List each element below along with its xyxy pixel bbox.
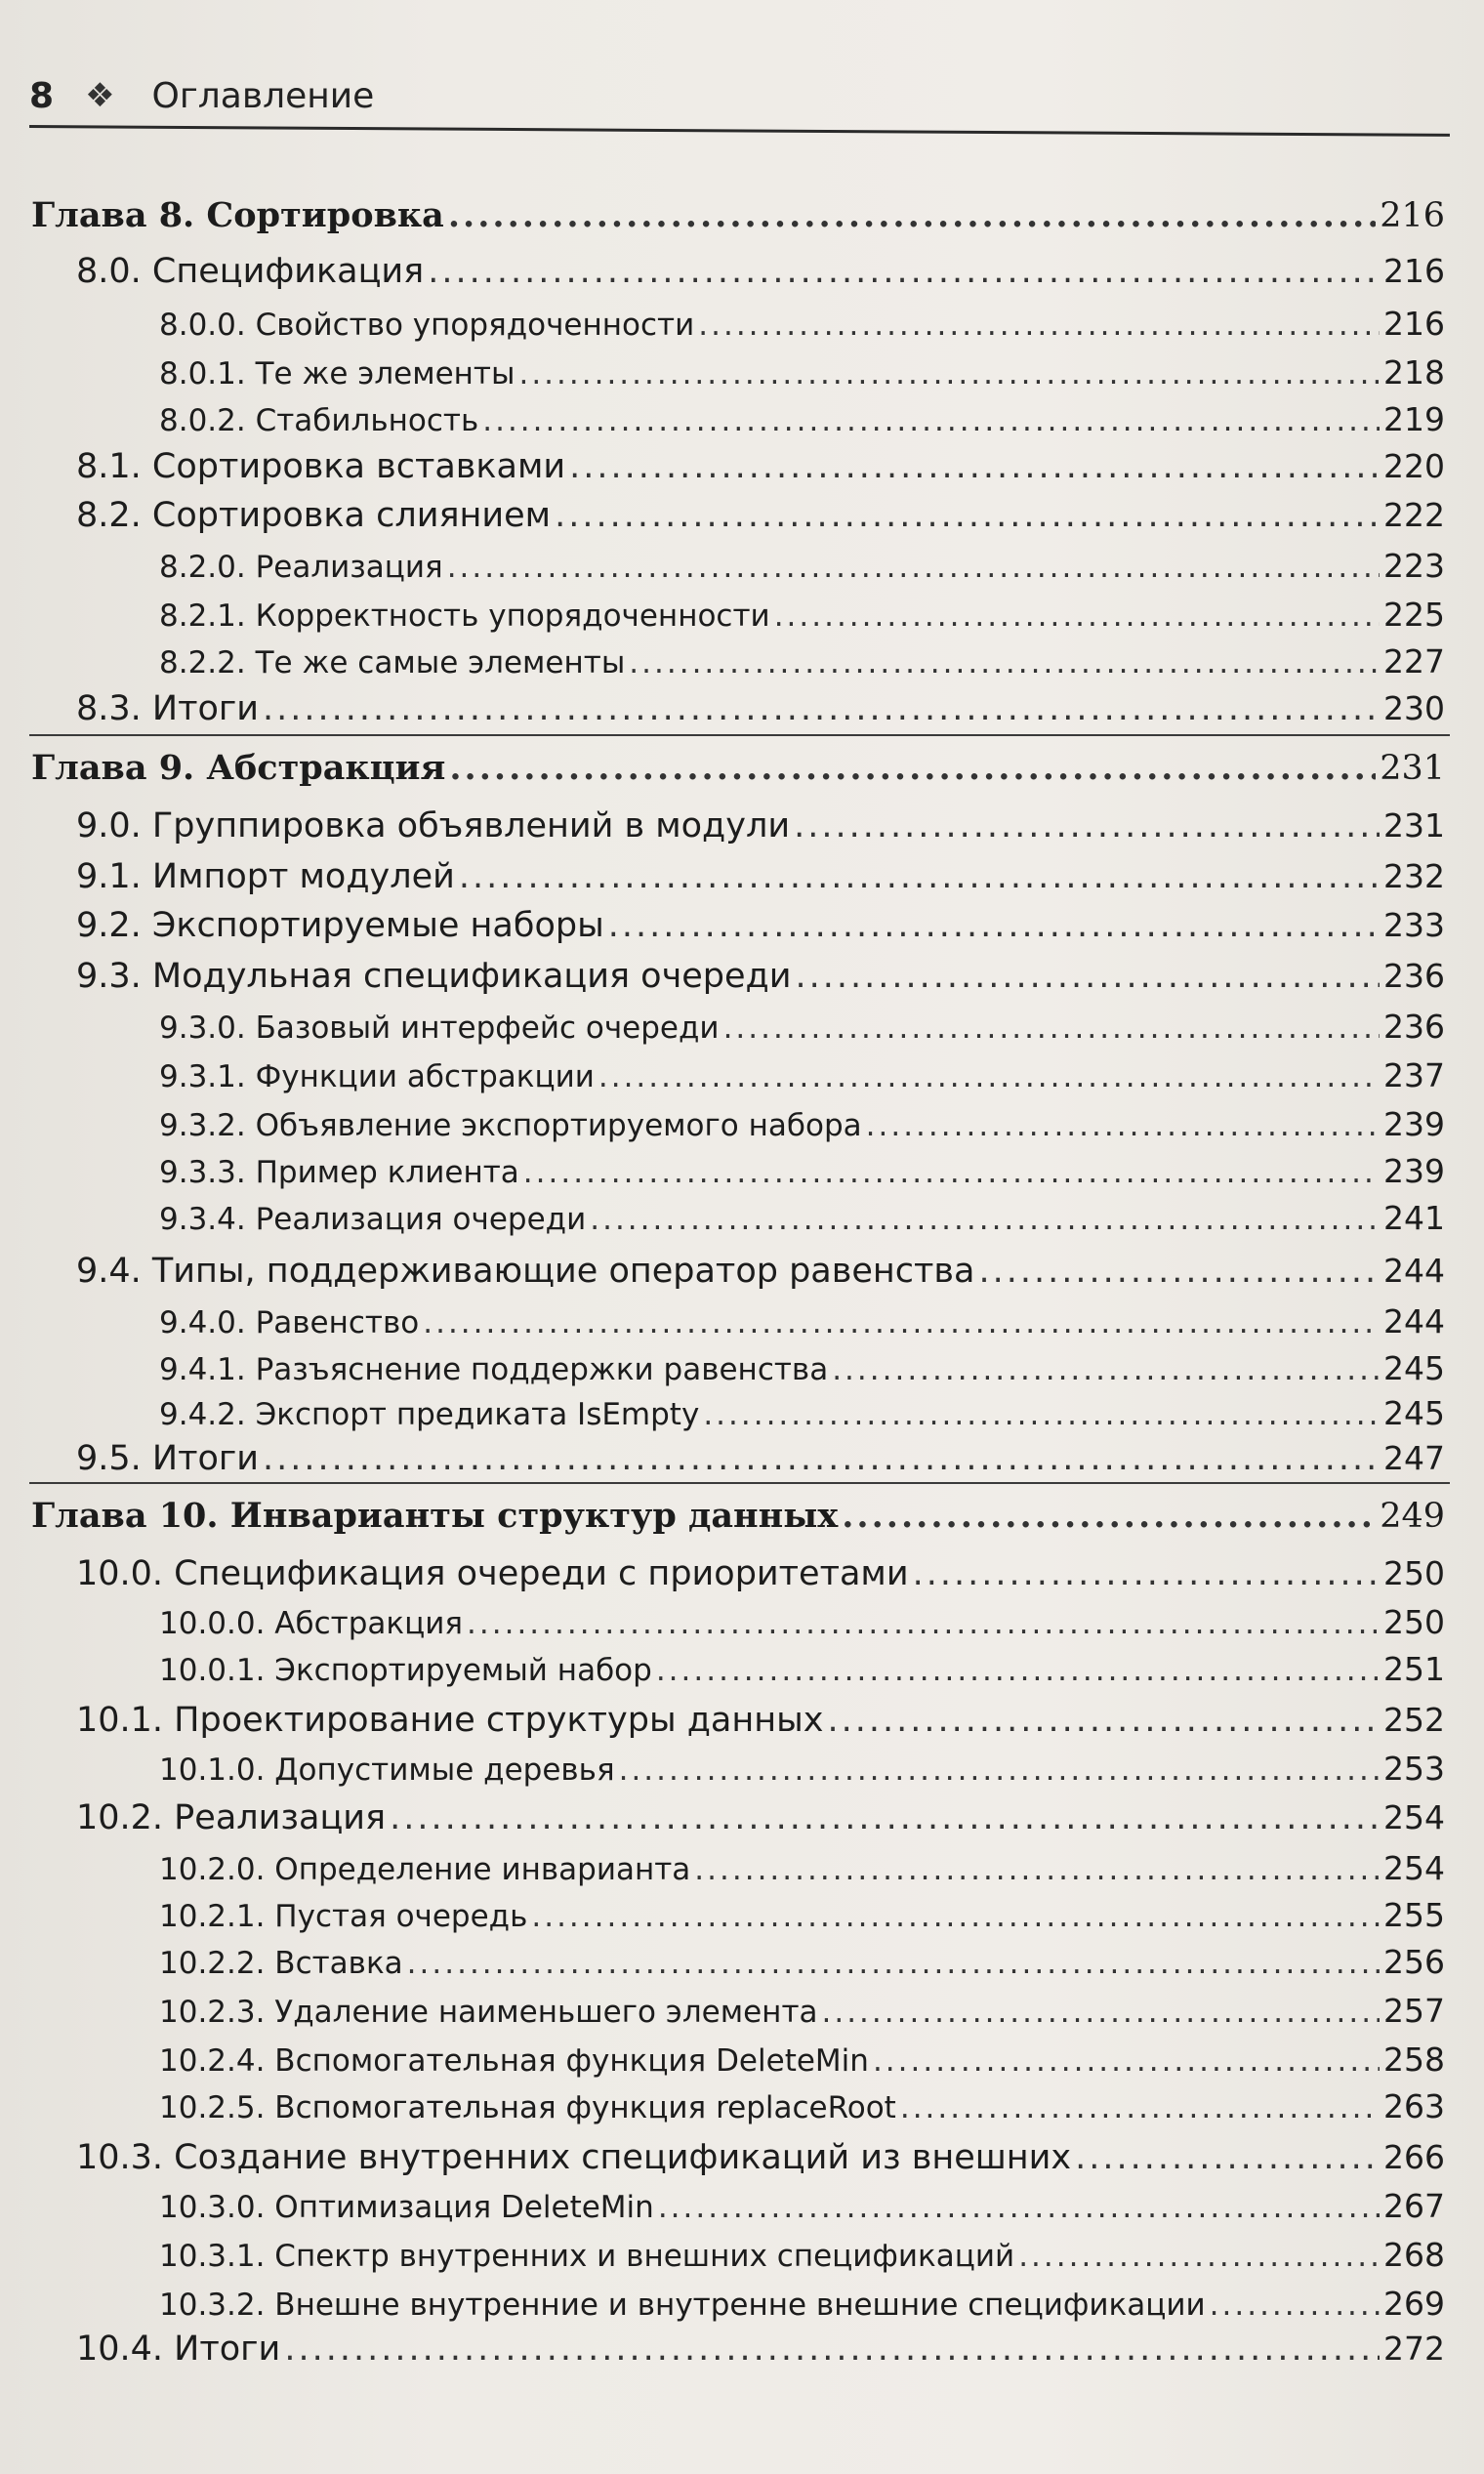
dot-leader	[774, 598, 1380, 634]
toc-entry-title: 10.0.1. Экспортируемый набор	[159, 1653, 652, 1688]
toc-entry-title: 10.2.4. Вспомогательная функция DeleteMin	[159, 2043, 869, 2079]
dot-leader	[656, 1653, 1380, 1688]
toc-entry[interactable]	[159, 642, 1445, 680]
toc-entry-title: Глава 9. Абстракция	[31, 748, 446, 788]
toc-entry[interactable]	[76, 2330, 1445, 2369]
dot-leader	[555, 496, 1380, 535]
toc-entry-page: 267	[1383, 2187, 1445, 2225]
dot-leader	[827, 1701, 1380, 1740]
toc-entry[interactable]	[159, 1603, 1445, 1641]
toc-entry-page: 258	[1383, 2041, 1445, 2079]
toc-entry-title: 10.3.2. Внешне внутренние и внутренне внешние спецификации	[159, 2288, 1206, 2323]
toc-entry[interactable]	[76, 252, 1445, 291]
toc-entry[interactable]	[76, 1701, 1445, 1740]
toc-entry-title: Глава 8. Сортировка	[31, 195, 444, 235]
dot-leader	[873, 2043, 1380, 2079]
toc-entry-page: 254	[1383, 1849, 1445, 1887]
dot-leader	[723, 1010, 1380, 1046]
dot-leader	[569, 447, 1380, 486]
dot-leader	[794, 806, 1380, 845]
toc-entry-title: 9.3.4. Реализация очереди	[159, 1202, 587, 1237]
toc-entry-page: 251	[1383, 1650, 1445, 1688]
toc-entry[interactable]	[159, 305, 1445, 343]
dot-leader	[428, 252, 1380, 291]
toc-entry-page: 233	[1383, 906, 1445, 944]
toc-entry-page: 241	[1383, 1199, 1445, 1237]
toc-chapter-entry[interactable]	[31, 195, 1445, 235]
toc-entry[interactable]	[159, 547, 1445, 585]
toc-entry-title: 8.2.0. Реализация	[159, 550, 443, 585]
dot-leader	[449, 748, 1376, 788]
toc-entry[interactable]	[159, 1849, 1445, 1887]
toc-entry[interactable]	[159, 2236, 1445, 2274]
toc-entry-page: 236	[1383, 1008, 1445, 1046]
dot-leader	[629, 645, 1380, 680]
toc-entry-page: 257	[1383, 1992, 1445, 2030]
dot-leader	[619, 1752, 1380, 1788]
toc-entry-title: 10.0. Спецификация очереди с приоритетами	[76, 1554, 909, 1593]
toc-entry-page: 245	[1383, 1394, 1445, 1432]
toc-entry-title: 9.3.2. Объявление экспортируемого набора	[159, 1108, 862, 1143]
toc-entry[interactable]	[159, 596, 1445, 634]
dot-leader	[1075, 2138, 1380, 2177]
toc-entry-title: 9.2. Экспортируемые наборы	[76, 906, 604, 945]
running-header	[29, 66, 1455, 125]
toc-entry-title: 10.3.0. Оптимизация DeleteMin	[159, 2190, 654, 2225]
dot-leader	[979, 1252, 1381, 1291]
toc-entry-page: 230	[1383, 689, 1445, 727]
dot-leader	[866, 1108, 1380, 1143]
toc-entry-page: 266	[1383, 2138, 1445, 2176]
toc-entry-title: 8.0.1. Те же элементы	[159, 356, 515, 392]
dot-leader	[390, 1798, 1380, 1837]
toc-entry-title: 9.4.0. Равенство	[159, 1305, 420, 1340]
dot-leader	[842, 1496, 1376, 1536]
ornament-icon: ❖	[85, 76, 115, 115]
toc-entry-page: 247	[1383, 1439, 1445, 1477]
toc-entry-title: 10.1. Проектирование структуры данных	[76, 1701, 824, 1740]
toc-entry[interactable]	[159, 2187, 1445, 2225]
dot-leader	[698, 308, 1380, 343]
toc-entry-title: 10.2.1. Пустая очередь	[159, 1899, 528, 1934]
toc-entry-page: 219	[1383, 400, 1445, 438]
toc-entry-page: 272	[1383, 2330, 1445, 2368]
dot-leader	[822, 1995, 1381, 2030]
toc-entry[interactable]	[76, 857, 1445, 896]
toc-entry-page: 223	[1383, 547, 1445, 585]
toc-entry[interactable]	[76, 906, 1445, 945]
toc-entry[interactable]	[76, 2138, 1445, 2177]
toc-entry[interactable]	[76, 1554, 1445, 1593]
toc-entry[interactable]	[159, 353, 1445, 392]
toc-entry[interactable]	[159, 400, 1445, 438]
toc-entry[interactable]	[76, 689, 1445, 728]
toc-entry[interactable]	[159, 1394, 1445, 1432]
toc-entry-page: 216	[1383, 305, 1445, 343]
dot-leader	[423, 1305, 1380, 1340]
toc-entry[interactable]	[76, 957, 1445, 996]
toc-entry-title: 9.3.1. Функции абстракции	[159, 1059, 595, 1094]
toc-entry-title: 9.0. Группировка объявлений в модули	[76, 806, 791, 845]
toc-entry[interactable]	[159, 1302, 1445, 1340]
toc-entry-title: 8.0.2. Стабильность	[159, 403, 479, 438]
dot-leader	[590, 1202, 1380, 1237]
toc-entry-title: 9.4.1. Разъяснение поддержки равенства	[159, 1352, 829, 1387]
toc-entry-page: 227	[1383, 642, 1445, 680]
toc-entry[interactable]	[159, 2285, 1445, 2323]
dot-leader	[1018, 2239, 1380, 2274]
toc-entry-title: 10.2.3. Удаление наименьшего элемента	[159, 1995, 818, 2030]
dot-leader	[263, 689, 1380, 728]
dot-leader	[448, 195, 1376, 235]
dot-leader	[796, 957, 1380, 996]
toc-entry[interactable]	[76, 496, 1445, 535]
toc-entry-page: 232	[1383, 857, 1445, 895]
toc-entry[interactable]	[159, 1750, 1445, 1788]
dot-leader	[531, 1899, 1380, 1934]
toc-entry-page: 250	[1383, 1554, 1445, 1592]
toc-entry-page: 237	[1383, 1056, 1445, 1094]
toc-entry-title: 8.2. Сортировка слиянием	[76, 496, 552, 535]
toc-entry-page: 250	[1383, 1603, 1445, 1641]
toc-entry[interactable]	[76, 447, 1445, 486]
toc-entry-title: 8.0.0. Свойство упорядоченности	[159, 308, 695, 343]
toc-entry-page: 216	[1383, 252, 1445, 290]
toc-entry-page: 269	[1383, 2285, 1445, 2323]
toc-entry[interactable]	[159, 1008, 1445, 1046]
toc-entry-title: 9.5. Итоги	[76, 1439, 260, 1478]
toc-entry-title: 8.2.2. Те же самые элементы	[159, 645, 626, 680]
toc-entry-page: 253	[1383, 1750, 1445, 1788]
toc-entry-page: 255	[1383, 1896, 1445, 1934]
toc-entry-page: 236	[1383, 957, 1445, 995]
toc-entry-page: 231	[1380, 749, 1445, 788]
dot-leader	[518, 356, 1380, 392]
toc-entry-page: 218	[1383, 353, 1445, 392]
dot-leader	[467, 1606, 1380, 1641]
chapter-divider	[29, 1482, 1450, 1484]
toc-entry-page: 225	[1383, 596, 1445, 634]
toc-entry[interactable]	[159, 1650, 1445, 1688]
toc-entry-title: 9.3. Модульная спецификация очереди	[76, 957, 792, 996]
dot-leader	[694, 1852, 1380, 1887]
toc-entry[interactable]	[159, 1056, 1445, 1094]
toc-entry-title: 10.2.2. Вставка	[159, 1946, 403, 1981]
toc-entry-page: 256	[1383, 1943, 1445, 1981]
toc-entry[interactable]	[159, 1943, 1445, 1981]
dot-leader	[284, 2330, 1380, 2369]
toc-entry[interactable]	[159, 1199, 1445, 1237]
toc-entry-page: 220	[1383, 447, 1445, 485]
toc-entry-title: 9.3.3. Пример клиента	[159, 1155, 519, 1190]
dot-leader	[263, 1439, 1380, 1478]
toc-entry-page: 252	[1383, 1701, 1445, 1739]
toc-entry-page: 231	[1383, 806, 1445, 845]
toc-entry-page: 244	[1383, 1302, 1445, 1340]
toc-entry[interactable]	[76, 1439, 1445, 1478]
dot-leader	[913, 1554, 1380, 1593]
header-rule	[29, 125, 1450, 137]
toc-entry-title: 9.4.2. Экспорт предиката IsEmpty	[159, 1397, 700, 1432]
toc-entry-page: 249	[1380, 1497, 1445, 1536]
toc-chapter-entry[interactable]	[31, 1496, 1445, 1536]
toc-entry-page: 239	[1383, 1105, 1445, 1143]
toc-entry-title: 9.4. Типы, поддерживающие оператор равенства	[76, 1252, 975, 1291]
toc-entry[interactable]	[76, 1798, 1445, 1837]
toc-entry-page: 254	[1383, 1798, 1445, 1836]
toc-entry-title: Глава 10. Инварианты структур данных	[31, 1496, 839, 1536]
dot-leader	[608, 906, 1380, 945]
toc-chapter-entry[interactable]	[31, 748, 1445, 788]
dot-leader	[658, 2190, 1380, 2225]
toc-entry-title: 10.1.0. Допустимые деревья	[159, 1752, 615, 1788]
chapter-divider	[29, 734, 1450, 736]
toc-entry-title: 8.2.1. Корректность упорядоченности	[159, 598, 770, 634]
toc-entry[interactable]	[159, 2041, 1445, 2079]
toc-entry-page: 268	[1383, 2236, 1445, 2274]
toc-entry-title: 10.0.0. Абстракция	[159, 1606, 464, 1641]
toc-entry[interactable]	[159, 1152, 1445, 1190]
toc-entry-title: 10.3. Создание внутренних спецификаций из внешних	[76, 2138, 1072, 2177]
dot-leader	[523, 1155, 1380, 1190]
toc-entry-title: 9.1. Импорт модулей	[76, 857, 455, 896]
page-number: 8	[29, 75, 55, 116]
toc-entry-title: 10.3.1. Спектр внутренних и внешних спецификаций	[159, 2239, 1015, 2274]
toc-entry-page: 263	[1383, 2087, 1445, 2125]
toc-entry[interactable]	[76, 806, 1445, 845]
dot-leader	[447, 550, 1380, 585]
toc-entry-page: 244	[1383, 1252, 1445, 1290]
toc-entry[interactable]	[159, 1105, 1445, 1143]
toc-entry[interactable]	[159, 1896, 1445, 1934]
toc-entry-title: 8.3. Итоги	[76, 689, 260, 728]
toc-entry-page: 239	[1383, 1152, 1445, 1190]
toc-entry-page: 222	[1383, 496, 1445, 534]
toc-entry-title: 9.3.0. Базовый интерфейс очереди	[159, 1010, 720, 1046]
toc-entry-title: 8.0. Спецификация	[76, 252, 425, 291]
dot-leader	[832, 1352, 1380, 1387]
toc-entry[interactable]	[159, 1992, 1445, 2030]
toc-entry[interactable]	[159, 2087, 1445, 2125]
toc-entry-title: 10.2.5. Вспомогательная функция replaceRoot	[159, 2090, 896, 2125]
dot-leader	[407, 1946, 1380, 1981]
dot-leader	[1210, 2288, 1380, 2323]
running-header-title: Оглавление	[151, 75, 375, 116]
toc-entry-page: 245	[1383, 1349, 1445, 1387]
toc-entry[interactable]	[159, 1349, 1445, 1387]
toc-entry-title: 10.2.0. Определение инварианта	[159, 1852, 691, 1887]
dot-leader	[482, 403, 1380, 438]
dot-leader	[703, 1397, 1380, 1432]
dot-leader	[459, 857, 1380, 896]
toc-entry-title: 8.1. Сортировка вставками	[76, 447, 566, 486]
toc-entry-title: 10.4. Итоги	[76, 2330, 281, 2369]
toc-entry[interactable]	[76, 1252, 1445, 1291]
dot-leader	[900, 2090, 1380, 2125]
toc-entry-page: 216	[1380, 196, 1445, 235]
dot-leader	[598, 1059, 1380, 1094]
toc-entry-title: 10.2. Реализация	[76, 1798, 387, 1837]
